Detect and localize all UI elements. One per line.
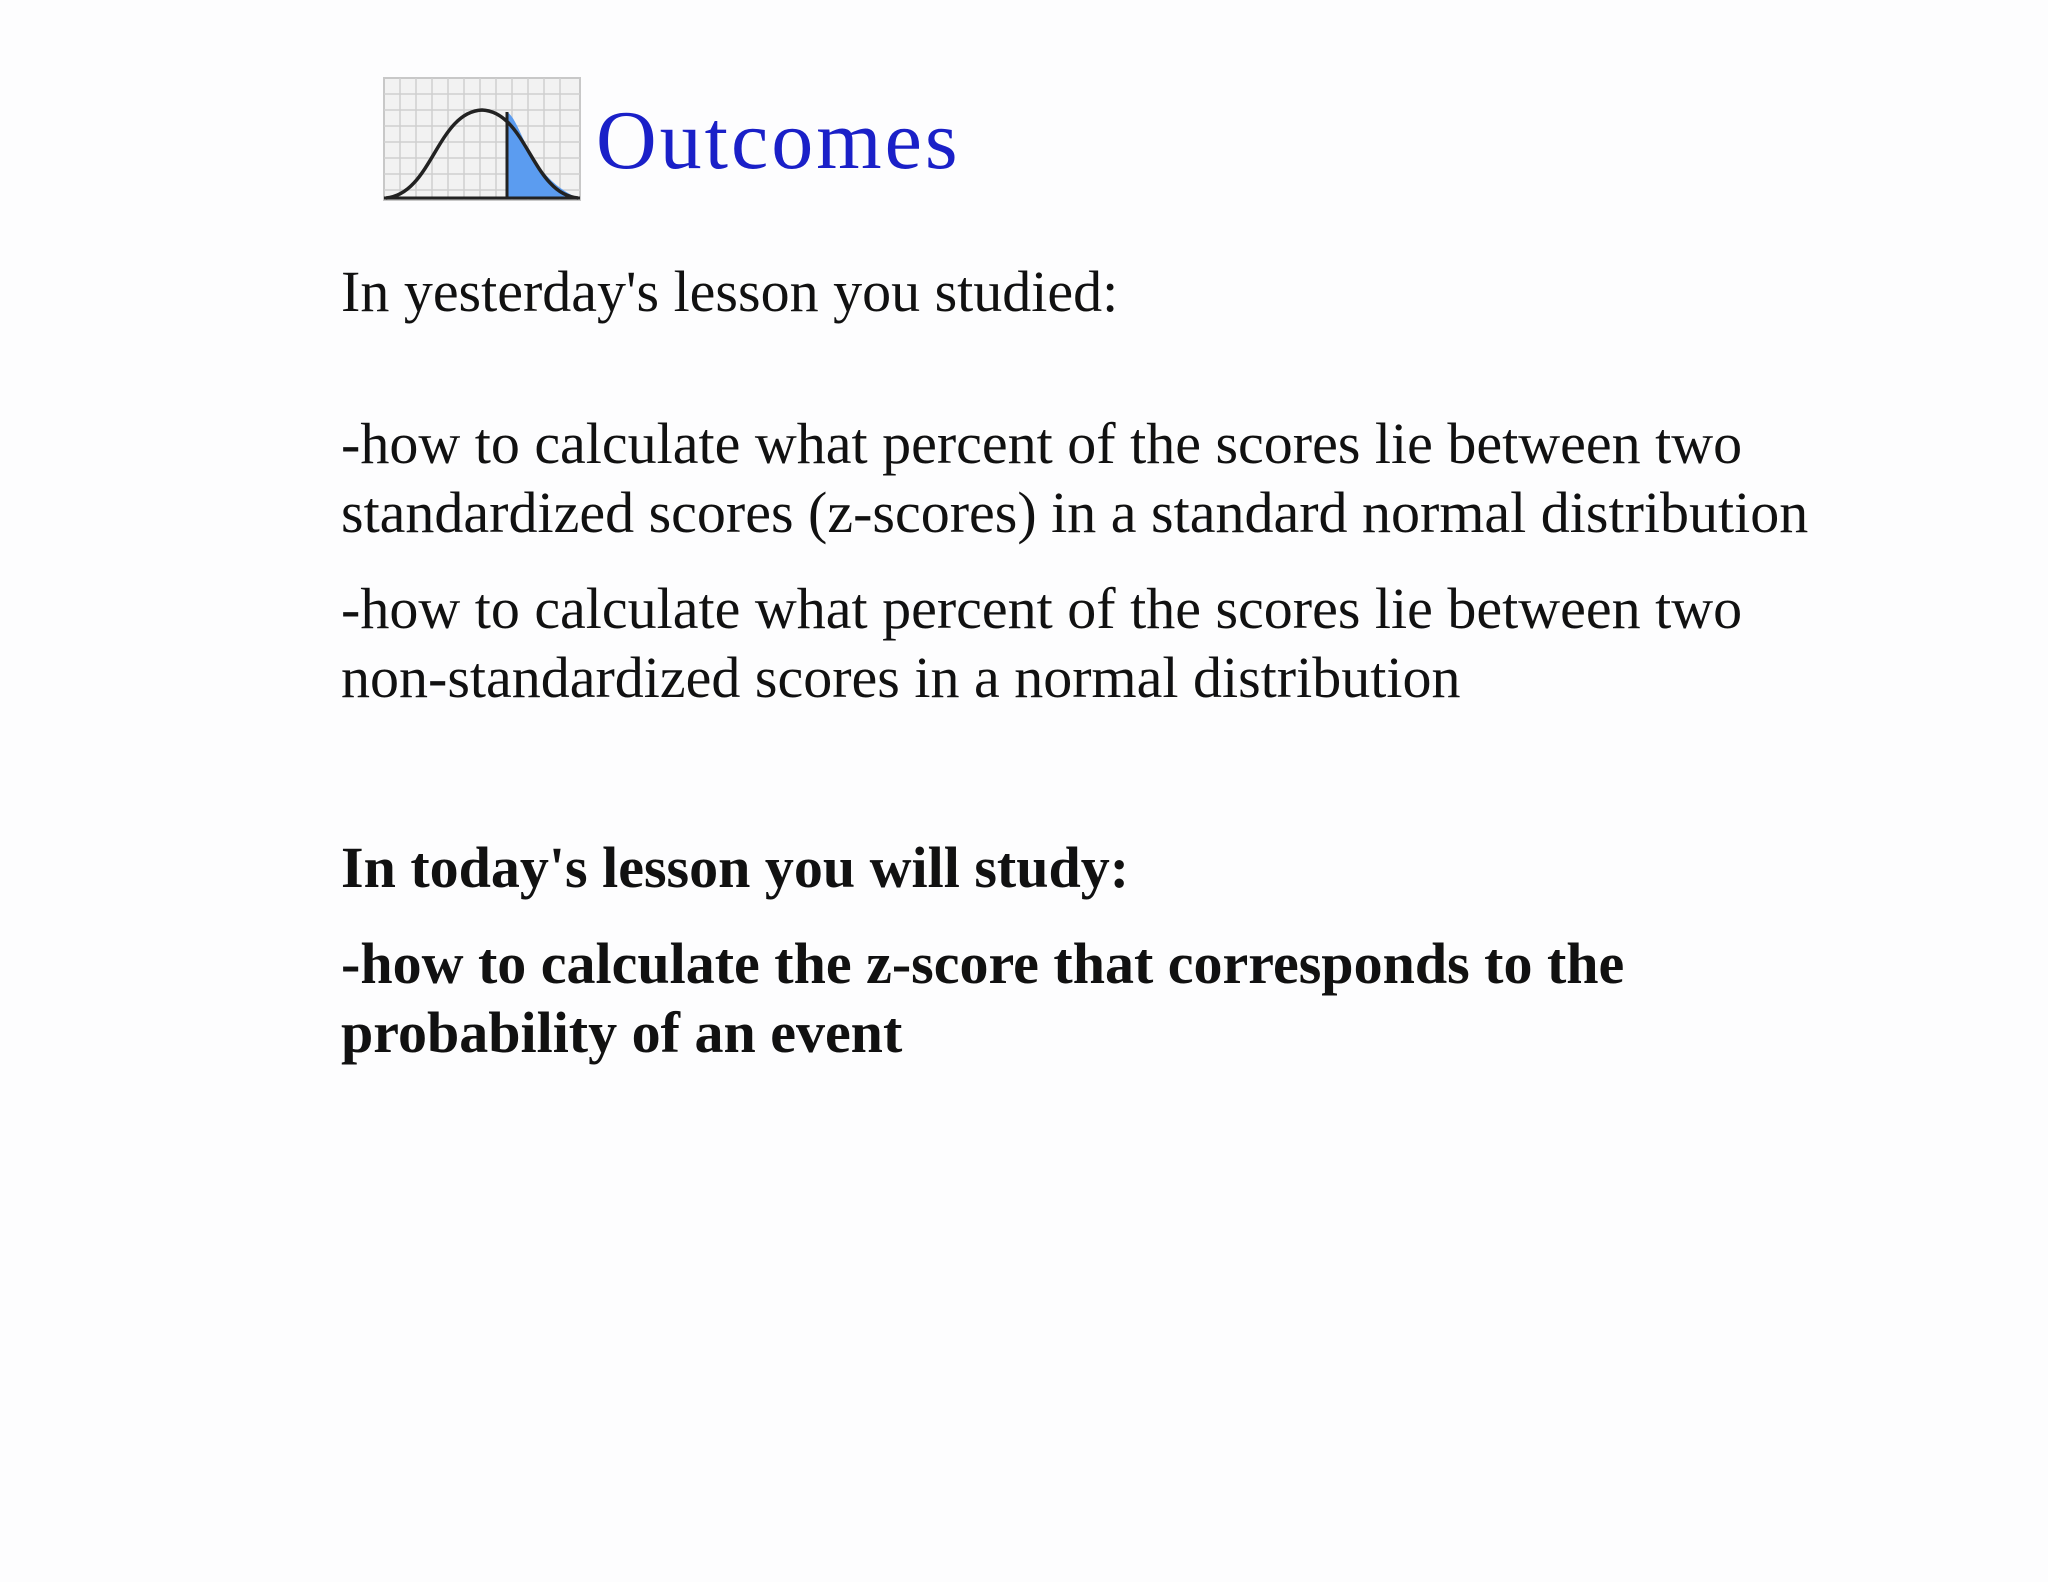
item-line: -how to calculate what percent of the scores lie between two: [341, 576, 1743, 641]
page-title: Outcomes: [596, 94, 961, 187]
today-heading: In today's lesson you will study:: [341, 835, 1130, 900]
item-line: standardized scores (z-scores) in a standard normal distribution: [341, 480, 1809, 545]
today-item: [341, 929, 1624, 1067]
normal-distribution-curve-icon: [382, 76, 582, 202]
yesterday-heading: In yesterday's lesson you studied:: [341, 259, 1119, 324]
slide-header: [382, 76, 961, 202]
yesterday-item: [341, 409, 1808, 547]
item-line: -how to calculate the z-score that corresponds to the: [341, 931, 1625, 996]
item-line: probability of an event: [341, 1000, 903, 1065]
item-line: -how to calculate what percent of the scores lie between two: [341, 411, 1743, 476]
item-line: non-standardized scores in a normal distribution: [341, 645, 1461, 710]
yesterday-item: [341, 574, 1742, 712]
